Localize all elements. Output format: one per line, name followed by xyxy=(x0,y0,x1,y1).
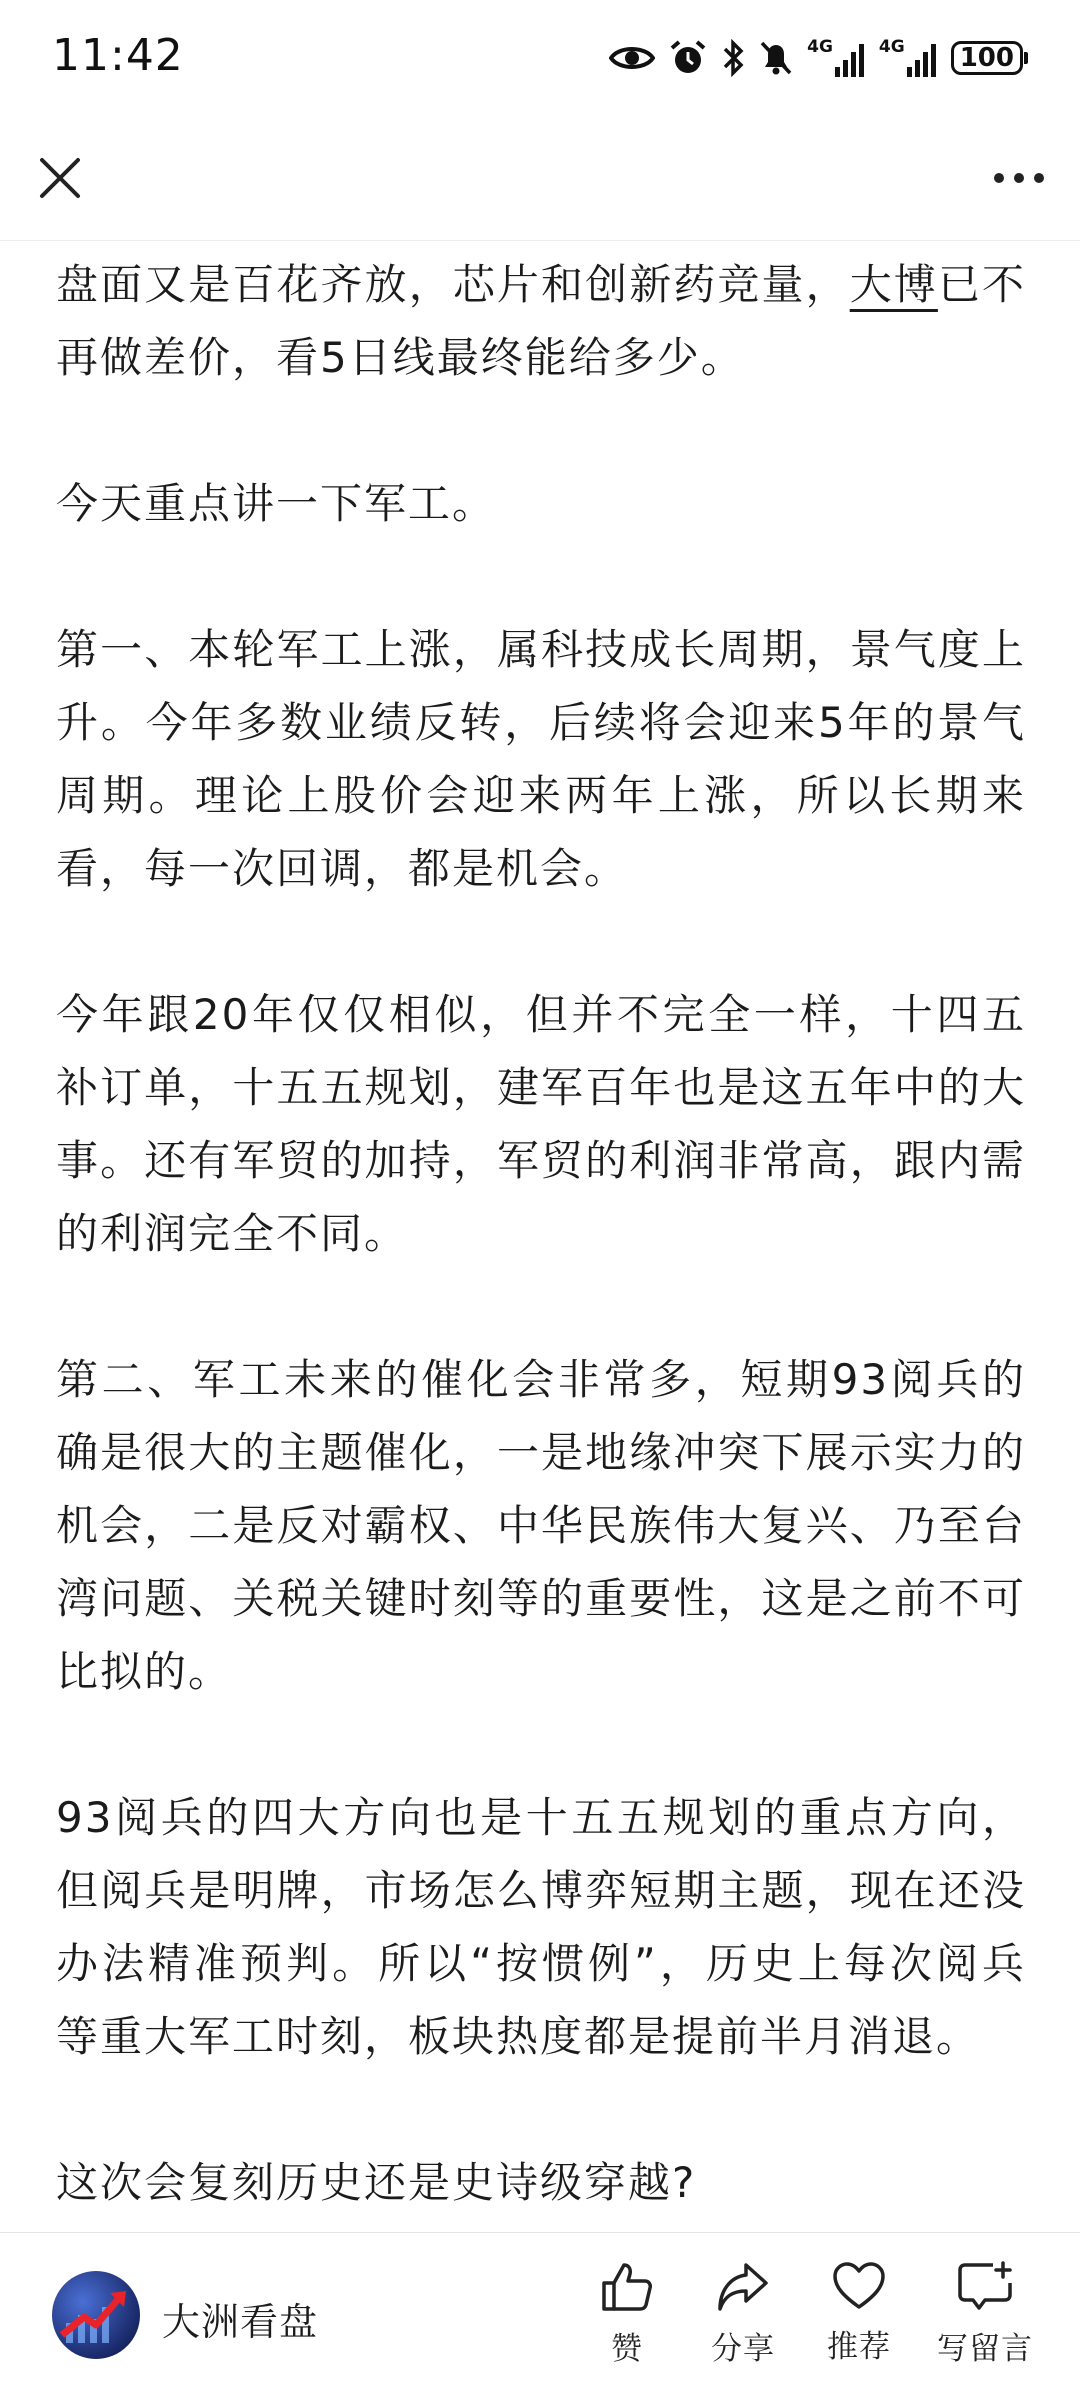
article-body xyxy=(56,248,1026,2230)
article-paragraph-6: 93阅兵的四大方向也是十五五规划的重点方向，但阅兵是明牌，市场怎么博弈短期主题，现在还没办法精准预判。所以“按惯例”，历史上每次阅兵等重大军工时刻，板块热度都是提前半月消退。 xyxy=(56,1793,1026,2061)
battery-tip xyxy=(1024,52,1028,64)
status-bar xyxy=(0,0,1080,118)
bottom-action-bar xyxy=(0,2232,1080,2401)
comment-add-icon xyxy=(957,2261,1013,2313)
article-paragraph-4: 今年跟20年仅仅相似，但并不完全一样，十四五补订单，十五五规划，建军百年也是这五年中的大事。还有军贸的加持，军贸的利润非常高，跟内需的利润完全不同。 xyxy=(56,990,1026,1258)
close-icon xyxy=(39,157,81,199)
like-label: 赞 xyxy=(611,2331,643,2367)
more-options-button[interactable] xyxy=(984,146,1054,210)
author-name[interactable]: 大洲看盘 xyxy=(162,2300,319,2344)
eye-icon xyxy=(609,42,655,74)
article-paragraph-1 xyxy=(56,248,1026,394)
battery-level: 100 xyxy=(951,41,1023,75)
signal-4g-2-icon xyxy=(879,39,937,77)
signal-4g-1-icon xyxy=(807,39,865,77)
share-icon xyxy=(716,2261,770,2313)
status-time: 11:42 xyxy=(52,30,184,81)
mute-bell-icon xyxy=(759,39,793,77)
stock-link[interactable]: 大博 xyxy=(849,260,938,309)
battery-indicator xyxy=(951,41,1028,75)
comment-button[interactable] xyxy=(920,2261,1050,2381)
like-button[interactable] xyxy=(572,2261,682,2381)
network-label-2: 4G xyxy=(878,37,905,57)
comment-label: 写留言 xyxy=(937,2331,1033,2367)
author-avatar[interactable] xyxy=(52,2271,140,2359)
paragraph-1-text-b: 已不再做差价，看5日线最终能给多少。 xyxy=(56,260,1026,382)
more-horizontal-icon xyxy=(993,172,1045,184)
share-label: 分享 xyxy=(711,2331,775,2367)
bluetooth-icon xyxy=(721,39,745,77)
close-button[interactable] xyxy=(28,146,92,210)
status-icons xyxy=(609,32,1028,84)
paragraph-1-text-a: 盘面又是百花齐放，芯片和创新药竞量， xyxy=(56,260,850,309)
share-button[interactable] xyxy=(688,2261,798,2381)
rising-arrow-icon xyxy=(52,2271,140,2359)
recommend-label: 推荐 xyxy=(827,2329,891,2365)
thumbs-up-icon xyxy=(600,2261,654,2313)
article-paragraph-3: 第一、本轮军工上涨，属科技成长周期，景气度上升。今年多数业绩反转，后续将会迎来5年的景气周期。理论上股价会迎来两年上涨，所以长期来看，每一次回调，都是机会。 xyxy=(56,625,1026,893)
alarm-icon xyxy=(669,39,707,77)
article-paragraph-5: 第二、军工未来的催化会非常多，短期93阅兵的确是很大的主题催化，一是地缘冲突下展示实力的机会，二是反对霸权、中华民族伟大复兴、乃至台湾问题、关税关键时刻等的重要性，这是之前不可比拟的。 xyxy=(56,1355,1026,1696)
article-paragraph-2: 今天重点讲一下军工。 xyxy=(56,479,497,528)
recommend-button[interactable] xyxy=(804,2261,914,2381)
article-paragraph-7: 这次会复刻历史还是史诗级穿越? xyxy=(56,2158,697,2207)
network-label-1: 4G xyxy=(807,37,833,57)
app-bar xyxy=(0,118,1080,241)
heart-icon xyxy=(832,2261,886,2311)
